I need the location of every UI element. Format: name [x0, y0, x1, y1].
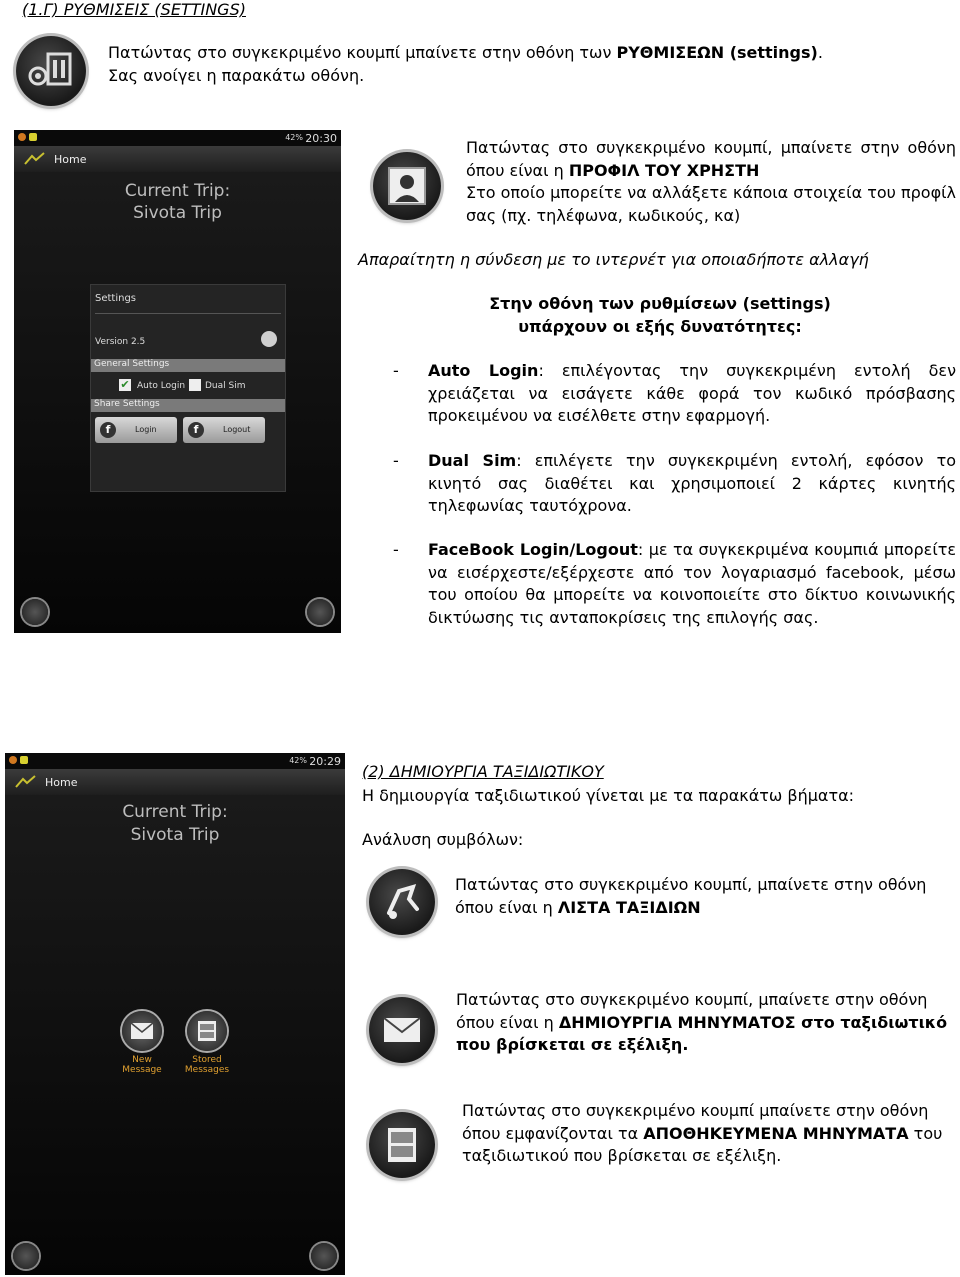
trips-list-button[interactable]	[22, 599, 48, 625]
home-label: Home	[54, 153, 87, 166]
item2-bold: ΔΗΜΙΟΥΡΓΙΑ ΜΗΝΥΜΑΤΟΣ στο ταξιδιωτικό που βρίσκεται σε εξέλιξη.	[456, 1012, 948, 1054]
bullet-dash: -	[393, 451, 399, 470]
bullet-facebook	[428, 539, 956, 629]
facebook-icon: f	[100, 422, 116, 438]
notification-icon	[9, 756, 17, 764]
auto-login-label: Auto Login	[137, 381, 186, 391]
version-label: Version 2.5	[95, 337, 146, 347]
battery-level: 42%	[285, 133, 303, 142]
trips-list-button[interactable]	[13, 1243, 39, 1269]
envelope-icon	[369, 997, 435, 1063]
new-message-label-2: Message	[122, 1065, 162, 1075]
notification-icon	[20, 756, 28, 764]
phone-screenshot-settings	[14, 130, 341, 633]
trips-list-icon[interactable]	[369, 869, 435, 935]
profile-text: Πατώντας στο συγκεκριμένο κουμπί, μπαίνετε στην οθόνη όπου είναι η	[466, 138, 956, 180]
item1-text: Πατώντας στο συγκεκριμένο κουμπί, μπαίνετε στην οθόνη όπου είναι η	[455, 875, 927, 917]
facebook-logout-button[interactable]	[183, 417, 265, 443]
stored-messages-label-1: Stored	[192, 1055, 222, 1065]
home-bar[interactable]	[14, 146, 341, 172]
check-icon: ✔	[120, 378, 130, 391]
bullet-term: Auto Login	[428, 361, 539, 380]
intro-bold: ΡΥΘΜΙΣΕΩΝ (settings)	[616, 43, 818, 62]
bullet-term: FaceBook Login/Logout	[428, 540, 638, 559]
intro-post: .	[817, 43, 823, 62]
bullet-text: : με τα συγκεκριμένα κουμπιά μπορείτε να εισέρχεστε/εξέρχεστε από τον λογαριασμό facebook, μέσω του οποίου θα μπορείτε να κοινοποιείτε στο δίκτυο κοινωνικής δικτύωσης τις ανταποκρίσεις της επιλογής σας.	[428, 540, 957, 627]
share-settings-header: Share Settings	[91, 399, 285, 412]
home-screen	[5, 795, 345, 1275]
home-bar[interactable]	[5, 769, 345, 795]
settings-dialog	[90, 284, 286, 492]
auto-login-checkbox[interactable]	[119, 379, 131, 391]
settings-button[interactable]	[307, 599, 333, 625]
stored-messages-label	[172, 1055, 242, 1075]
section-heading-create-travel-log: (2) ΔΗΜΙΟΥΡΓΙΑ ΤΑΞΙΔΙΩΤΙΚΟΥ	[362, 762, 604, 781]
status-bar	[14, 130, 341, 146]
stored-messages-description	[462, 1100, 956, 1168]
status-time: 20:30	[305, 132, 337, 145]
settings-icon[interactable]	[16, 36, 86, 106]
create-intro: Η δημιουργία ταξιδιωτικού γίνεται με τα παρακάτω βήματα:	[362, 786, 855, 805]
intro-line2: Σας ανοίγει η παρακάτω οθόνη.	[108, 65, 365, 85]
status-bar	[5, 753, 345, 769]
bullet-auto-login	[428, 360, 956, 428]
battery-level: 42%	[289, 756, 307, 765]
profile-text-2: Στο οποίο μπορείτε να αλλάξετε κάποια στοιχεία του προφίλ σας (πχ. τηλέφωνα, κωδικούς, κα)	[466, 183, 956, 225]
gear-icon	[16, 36, 86, 106]
internet-note: Απαραίτητη η σύνδεση με το ιντερνέτ για οποιαδήποτε αλλαγή	[358, 250, 869, 269]
home-label: Home	[45, 776, 78, 789]
user-icon	[373, 152, 441, 220]
status-time: 20:29	[309, 755, 341, 768]
cabinet-icon	[187, 1011, 227, 1051]
item3-post: του ταξιδιωτικού που βρίσκεται σε εξέλιξη.	[462, 1123, 943, 1165]
facebook-login-button[interactable]	[95, 417, 177, 443]
settings-dialog-title: Settings	[95, 293, 137, 304]
symbols-label: Ανάλυση συμβόλων:	[362, 830, 524, 849]
new-message-label	[107, 1055, 177, 1075]
app-logo-icon	[15, 775, 37, 789]
cabinet-icon	[369, 1112, 435, 1178]
phone-screenshot-home	[5, 753, 345, 1275]
profile-description	[466, 137, 956, 227]
bullet-text: : επιλέγοντας την συγκεκριμένη εντολή δεν χρειάζεται να εισάγετε κάθε φορά τον κωδικό πρόσβασης προκειμένου να εισέλθετε στην εφαρμογή.	[428, 361, 957, 425]
profile-bold: ΠΡΟΦΙΛ ΤΟΥ ΧΡΗΣΤΗ	[568, 160, 760, 180]
section-heading-settings: (1.Γ) ΡΥΘΜΙΣΕΙΣ (SETTINGS)	[22, 0, 246, 19]
facebook-icon: f	[188, 422, 204, 438]
new-message-description	[456, 989, 956, 1057]
intro-text: Πατώντας στο συγκεκριμένο κουμπί μπαίνετε στην οθόνη των	[108, 43, 617, 62]
options-title-line2: υπάρχουν οι εξής δυνατότητες:	[518, 316, 802, 336]
current-trip-label: Current Trip:	[122, 802, 228, 822]
new-message-button[interactable]	[122, 1011, 162, 1051]
bullet-term: Dual Sim	[428, 451, 517, 470]
notification-icon	[18, 133, 26, 141]
item3-bold: ΑΠΟΘΗΚΕΥΜΕΝΑ ΜΗΝΥΜΑΤΑ	[643, 1123, 909, 1143]
item1-bold: ΛΙΣΤΑ ΤΑΞΙΔΙΩΝ	[557, 897, 701, 917]
current-trip-label: Current Trip:	[124, 181, 231, 201]
settings-button[interactable]	[311, 1243, 337, 1269]
home-screen	[14, 172, 341, 633]
new-message-label-1: New	[132, 1055, 152, 1065]
item3-text: Πατώντας στο συγκεκριμένο κουμπί μπαίνετε στην οθόνη όπου εμφανίζονται τα	[462, 1101, 929, 1143]
dual-sim-label: Dual Sim	[205, 381, 246, 391]
general-settings-header: General Settings	[91, 359, 285, 372]
profile-icon[interactable]	[261, 331, 277, 347]
current-trip-name: Sivota Trip	[130, 825, 220, 845]
logout-label: Logout	[223, 425, 251, 434]
stored-messages-button[interactable]	[187, 1011, 227, 1051]
settings-intro	[108, 42, 948, 87]
envelope-icon	[122, 1011, 162, 1051]
dual-sim-checkbox[interactable]	[189, 379, 201, 391]
current-trip-name: Sivota Trip	[133, 203, 222, 223]
new-message-icon[interactable]	[369, 997, 435, 1063]
bullet-dash: -	[393, 540, 399, 559]
bullet-text: : επιλέγετε την συγκεκριμένη εντολή, εφόσον το κινητό σας διαθέτει και χρησιμοποιεί 2 κάρτες κινητής τηλεφωνίας ταυτόχρονα.	[428, 451, 957, 515]
bullet-dual-sim	[428, 450, 956, 518]
item2-text: Πατώντας στο συγκεκριμένο κουμπί, μπαίνετε στην οθόνη όπου είναι η	[456, 990, 928, 1032]
trips-icon	[369, 869, 435, 935]
trips-list-description	[455, 874, 955, 919]
profile-button-icon[interactable]	[373, 152, 441, 220]
bullet-dash: -	[393, 361, 399, 380]
divider	[95, 313, 281, 314]
options-title	[360, 293, 960, 338]
app-logo-icon	[24, 152, 46, 166]
notification-icon	[29, 133, 37, 141]
stored-messages-icon[interactable]	[369, 1112, 435, 1178]
login-label: Login	[135, 425, 157, 434]
stored-messages-label-2: Messages	[184, 1065, 230, 1075]
options-title-line1: Στην οθόνη των ρυθμίσεων (settings)	[489, 294, 831, 313]
